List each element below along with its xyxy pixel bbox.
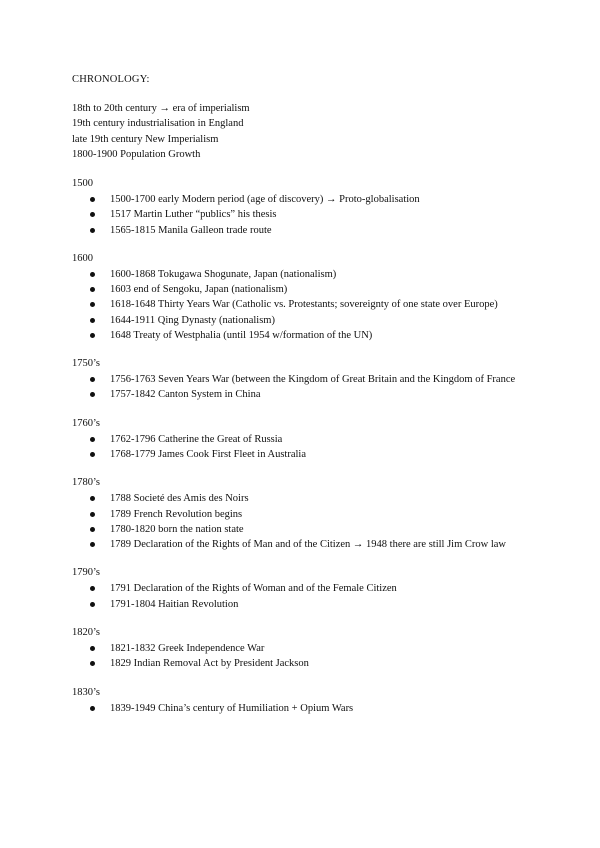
intro-block — [72, 101, 542, 162]
section-heading: 1790’s — [72, 567, 101, 579]
section-heading: 1750’s — [72, 358, 101, 370]
section-1760s — [72, 416, 542, 463]
section-1780s — [72, 475, 542, 552]
bullet-list — [72, 701, 542, 716]
list-item: 1789 Declaration of the Rights of Man and of the Citizen → 1948 there are still Jim Crow law — [72, 537, 542, 552]
bullet-dot-icon — [90, 228, 95, 233]
bullet-dot-icon — [90, 272, 95, 277]
list-item: 1757-1842 Canton System in China — [72, 387, 542, 402]
bullet-list — [72, 267, 542, 343]
bullet-dot-icon — [90, 318, 95, 323]
bullet-dot-icon — [90, 437, 95, 442]
document-content — [72, 72, 542, 729]
intro-line: 19th century industrialisation in England — [72, 118, 244, 130]
bullet-dot-icon — [90, 212, 95, 217]
bullet-list — [72, 432, 542, 462]
list-item: 1618-1648 Thirty Years War (Catholic vs. Protestants; sovereignty of one state over Europe) — [72, 297, 542, 312]
bullet-dot-icon — [90, 646, 95, 651]
list-item: 1789 French Revolution begins — [72, 507, 542, 522]
intro-line: 1800-1900 Population Growth — [72, 148, 201, 160]
list-item: 1648 Treaty of Westphalia (until 1954 w/formation of the UN) — [72, 328, 542, 343]
list-item: 1839-1949 China’s century of Humiliation + Opium Wars — [72, 701, 542, 716]
list-item: 1517 Martin Luther “publics” his thesis — [72, 207, 542, 222]
bullet-dot-icon — [90, 586, 95, 591]
bullet-dot-icon — [90, 602, 95, 607]
bullet-dot-icon — [90, 333, 95, 338]
bullet-dot-icon — [90, 542, 95, 547]
list-item: 1768-1779 James Cook First Fleet in Australia — [72, 447, 542, 462]
list-item: 1762-1796 Catherine the Great of Russia — [72, 432, 542, 447]
list-item: 1500-1700 early Modern period (age of discovery) → Proto-globalisation — [72, 192, 542, 207]
list-item: 1821-1832 Greek Independence War — [72, 641, 542, 656]
bullet-dot-icon — [90, 527, 95, 532]
section-heading: 1830’s — [72, 686, 101, 698]
bullet-dot-icon — [90, 197, 95, 202]
bullet-list — [72, 372, 542, 402]
bullet-dot-icon — [90, 377, 95, 382]
bullet-dot-icon — [90, 287, 95, 292]
list-item: 1791 Declaration of the Rights of Woman and of the Female Citizen — [72, 581, 542, 596]
section-heading: 1780’s — [72, 477, 101, 489]
section-1500 — [72, 176, 542, 238]
list-item: 1603 end of Sengoku, Japan (nationalism) — [72, 282, 542, 297]
bullet-dot-icon — [90, 452, 95, 457]
list-item: 1600-1868 Tokugawa Shogunate, Japan (nationalism) — [72, 267, 542, 282]
bullet-dot-icon — [90, 496, 95, 501]
list-item: 1829 Indian Removal Act by President Jackson — [72, 656, 542, 671]
bullet-dot-icon — [90, 302, 95, 307]
intro-line: 18th to 20th century → era of imperialism — [72, 103, 250, 115]
bullet-dot-icon — [90, 512, 95, 517]
list-item: 1788 Societé des Amis des Noirs — [72, 491, 542, 506]
section-1790s — [72, 565, 542, 612]
list-item: 1791-1804 Haitian Revolution — [72, 597, 542, 612]
page-title: CHRONOLOGY: — [72, 74, 150, 85]
section-1820s — [72, 625, 542, 672]
section-heading: 1820’s — [72, 626, 101, 638]
list-item: 1756-1763 Seven Years War (between the Kingdom of Great Britain and the Kingdom of France — [72, 372, 542, 387]
list-item: 1565-1815 Manila Galleon trade route — [72, 223, 542, 238]
section-1830s — [72, 685, 542, 716]
bullet-list — [72, 491, 542, 552]
bullet-dot-icon — [90, 706, 95, 711]
list-item: 1780-1820 born the nation state — [72, 522, 542, 537]
bullet-list — [72, 641, 542, 671]
section-heading: 1600 — [72, 252, 93, 264]
section-1600 — [72, 251, 542, 343]
intro-line: late 19th century New Imperialism — [72, 133, 219, 145]
section-heading: 1500 — [72, 178, 93, 190]
section-heading: 1760’s — [72, 417, 101, 429]
bullet-dot-icon — [90, 661, 95, 666]
list-item: 1644-1911 Qing Dynasty (nationalism) — [72, 313, 542, 328]
section-1750s — [72, 356, 542, 403]
bullet-list — [72, 192, 542, 238]
bullet-list — [72, 581, 542, 611]
bullet-dot-icon — [90, 392, 95, 397]
